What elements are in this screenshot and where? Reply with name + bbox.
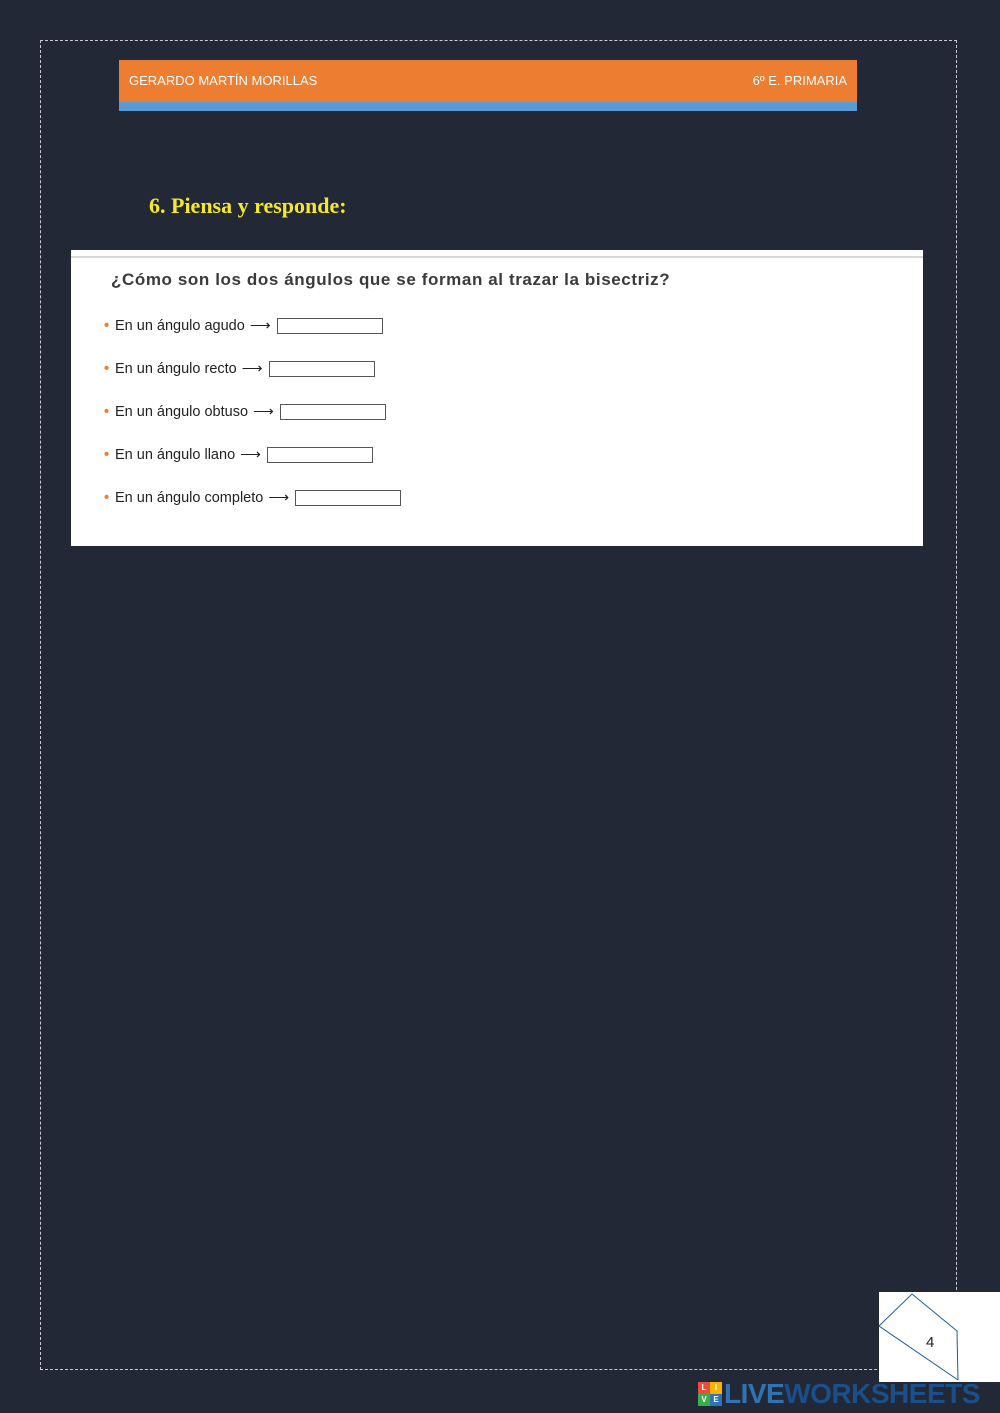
page-corner-diamond-icon [879, 1292, 1000, 1382]
answer-input-obtuso[interactable] [280, 404, 386, 420]
logo-letter: E [710, 1394, 722, 1406]
answer-item-llano [104, 445, 373, 465]
question-text: ¿Cómo son los dos ángulos que se forman al trazar la bisectriz? [111, 270, 671, 289]
arrow-right-icon: ⟶ [249, 318, 271, 334]
answer-item-label: En un ángulo obtuso [115, 404, 249, 420]
answer-item-agudo [104, 316, 383, 336]
page-border [40, 40, 957, 1370]
logo-letter: V [698, 1394, 710, 1406]
liveworksheets-watermark [698, 1378, 980, 1410]
answer-item-recto [104, 359, 375, 379]
watermark-live: LIVE [724, 1378, 785, 1409]
answer-input-recto[interactable] [269, 361, 375, 377]
liveworksheets-logo-icon [698, 1382, 722, 1406]
logo-letter: L [698, 1382, 710, 1394]
watermark-worksheets: WORKSHEETS [784, 1378, 980, 1409]
arrow-right-icon: ⟶ [268, 490, 290, 506]
card-top-rule [71, 256, 923, 258]
answer-input-agudo[interactable] [277, 318, 383, 334]
section-title: 6. Piensa y responde: [149, 193, 347, 218]
answer-item-label: En un ángulo completo [115, 490, 264, 506]
header-grade: 6º E. PRIMARIA [752, 73, 847, 88]
answer-item-label: En un ángulo agudo [115, 318, 245, 334]
answer-input-llano[interactable] [267, 447, 373, 463]
answer-item-obtuso [104, 402, 386, 422]
header-author: GERARDO MARTÍN MORILLAS [129, 73, 318, 88]
answer-item-label: En un ángulo llano [115, 447, 236, 463]
bullet-icon: • [104, 361, 110, 377]
page-number-tab [879, 1292, 1000, 1382]
header-band [119, 60, 857, 102]
page-number: 4 [926, 1334, 935, 1351]
logo-letter: I [710, 1382, 722, 1394]
answer-input-completo[interactable] [295, 490, 401, 506]
header-blue-rule [119, 102, 857, 111]
worksheet-card [71, 250, 923, 546]
answer-item-label: En un ángulo recto [115, 361, 237, 377]
bullet-icon: • [104, 318, 110, 334]
answer-item-completo [104, 488, 401, 508]
arrow-right-icon: ⟶ [240, 447, 261, 463]
bullet-icon: • [104, 404, 110, 420]
bullet-icon: • [104, 447, 110, 463]
arrow-right-icon: ⟶ [241, 361, 263, 377]
arrow-right-icon: ⟶ [253, 404, 274, 420]
bullet-icon: • [104, 490, 110, 506]
